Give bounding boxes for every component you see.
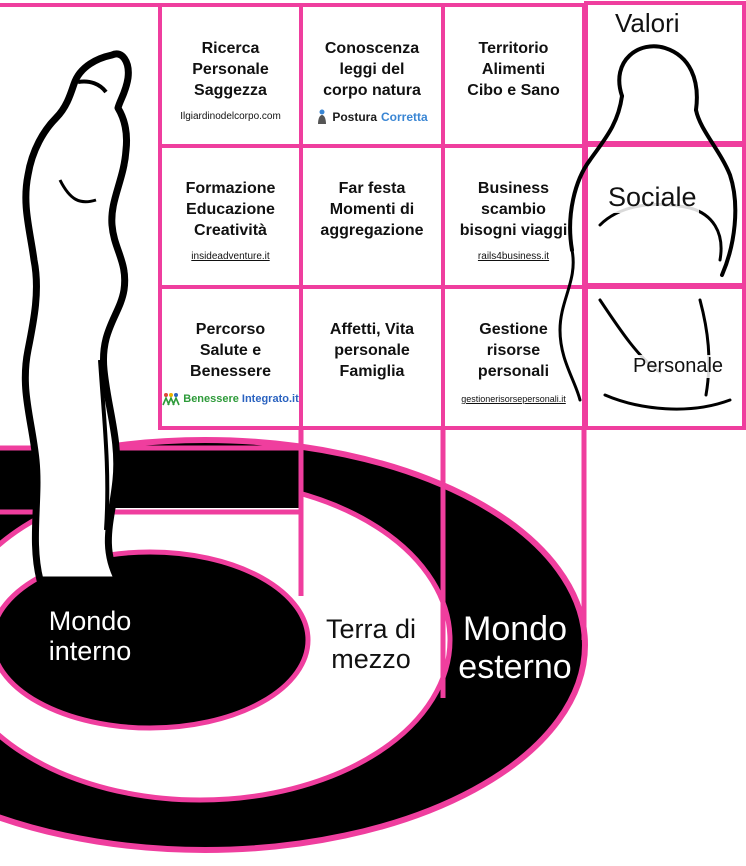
cell-title: Business scambio bisogni viaggi: [459, 180, 568, 239]
rails4business-link[interactable]: rails4business.it: [477, 251, 550, 262]
cell-title: Ricerca Personale Saggezza: [192, 40, 269, 99]
cell-title: Gestione risorse personali: [477, 321, 550, 380]
cell-title: Affetti, Vita personale Famiglia: [329, 321, 415, 380]
cell-title: Conoscenza leggi del corpo natura: [323, 40, 421, 99]
cell-territorio: [445, 8, 582, 144]
cell-percorso-salute: [162, 289, 299, 426]
female-silhouette: [25, 54, 128, 580]
cell-title: Formazione Educazione Creatività: [185, 180, 276, 239]
wellness-figures-icon: [162, 392, 180, 406]
insideadventure-link[interactable]: insideadventure.it: [191, 251, 270, 262]
ilgiardinodelcorpo-link[interactable]: Ilgiardinodelcorpo.com: [180, 111, 281, 122]
terra-di-mezzo-label: Terra di mezzo: [325, 614, 417, 675]
sociale-label: Sociale: [608, 182, 697, 212]
postura-corretta-logo[interactable]: Postura Corretta: [316, 109, 427, 125]
cell-title: Far festa Momenti di aggregazione: [320, 180, 424, 239]
cell-far-festa: [303, 148, 441, 285]
cell-gestione-risorse: [445, 289, 582, 426]
gestionerisorsepersonali-link[interactable]: gestionerisorsepersonali.it: [461, 394, 566, 404]
personale-label: Personale: [633, 355, 724, 377]
cell-title: Territorio Alimenti Cibo e Sano: [467, 40, 560, 99]
cell-title: Percorso Salute e Benessere: [190, 321, 271, 380]
cell-ricerca-personale: [162, 8, 299, 144]
benessere-integrato-logo[interactable]: Benessere Integrato.it: [162, 392, 299, 406]
mondo-interno-label: Mondo interno: [48, 606, 132, 667]
mondo-esterno-label: Mondo esterno: [458, 610, 572, 687]
cell-formazione: [162, 148, 299, 285]
cell-business: [445, 148, 582, 285]
cell-affetti: [303, 289, 441, 426]
valori-label: Valori: [615, 8, 680, 38]
cell-conoscenza: [303, 8, 441, 144]
posture-figure-icon: [316, 109, 328, 125]
